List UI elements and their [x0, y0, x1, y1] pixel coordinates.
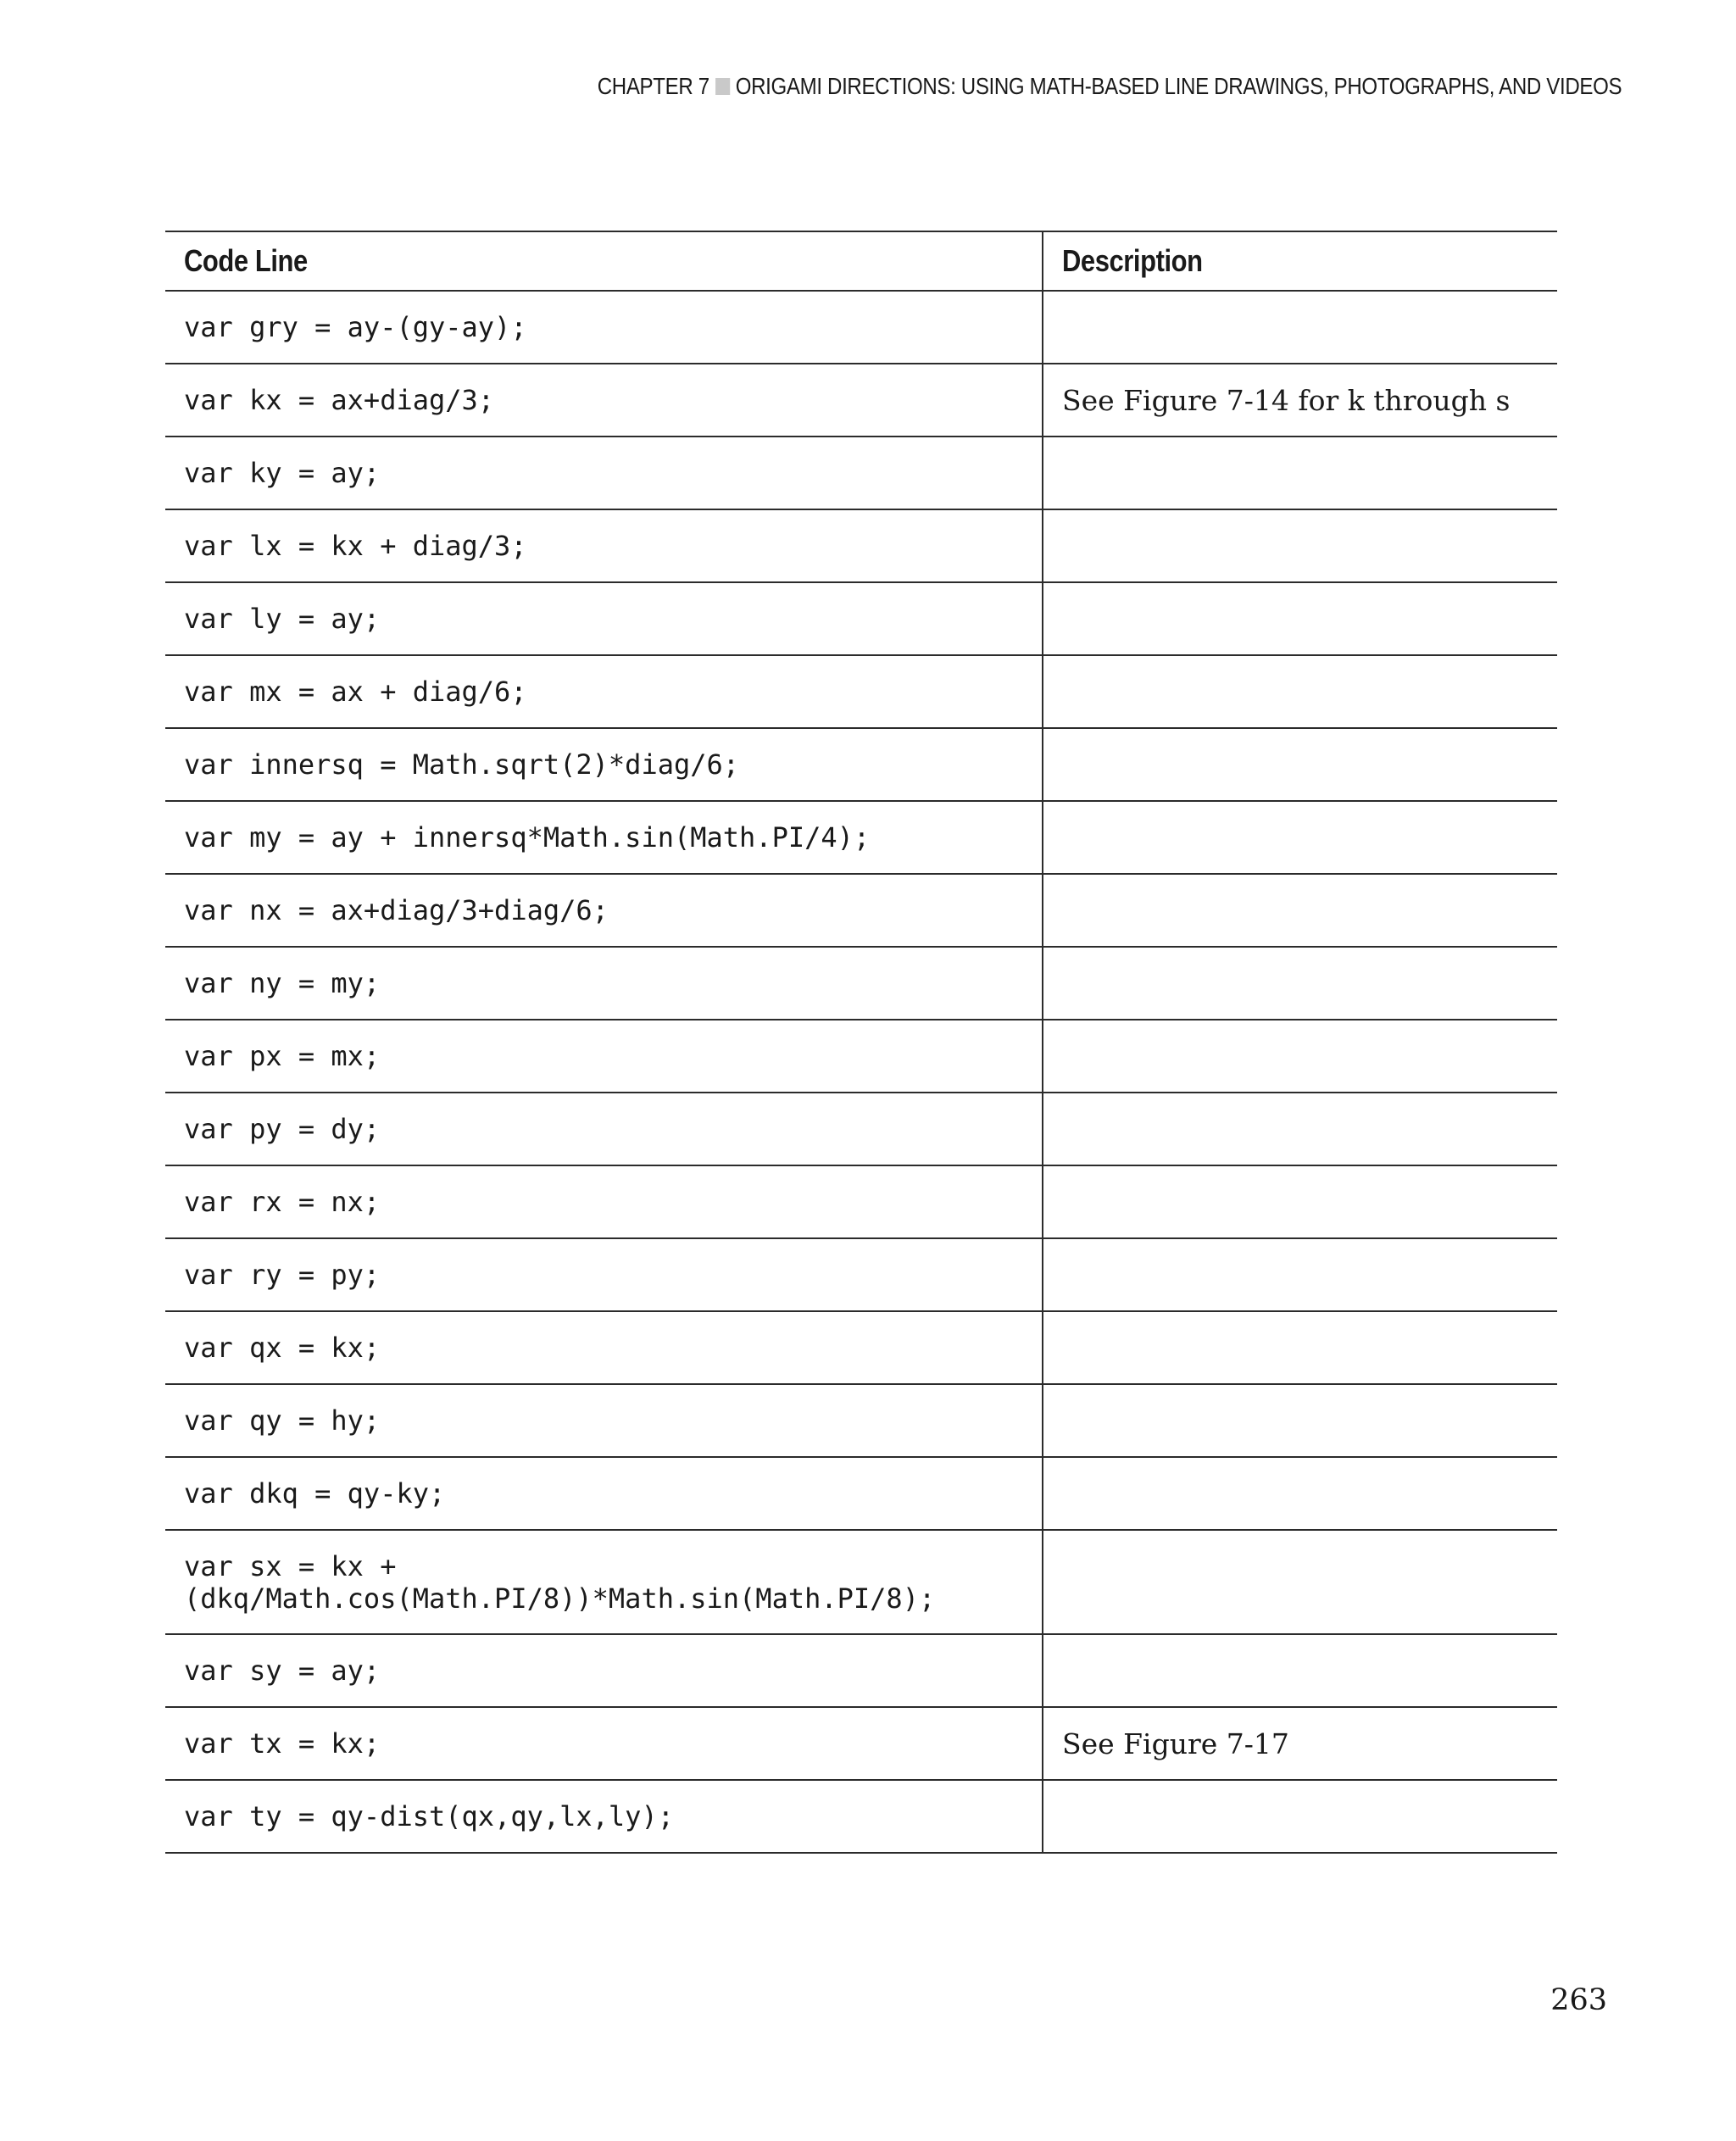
description-cell [1043, 1093, 1557, 1165]
table-row [165, 1311, 1557, 1384]
table-row [165, 1707, 1557, 1780]
code-cell: var ky = ay; [165, 437, 1043, 509]
table-row [165, 874, 1557, 947]
table-row [165, 728, 1557, 801]
code-cell: var dkq = qy-ky; [165, 1457, 1043, 1530]
chapter-label: CHAPTER 7 [597, 73, 709, 99]
table-row [165, 1780, 1557, 1853]
column-header-code: Code Line [165, 231, 1043, 291]
code-cell: var px = mx; [165, 1020, 1043, 1093]
description-cell [1043, 582, 1557, 655]
description-cell [1043, 509, 1557, 582]
table-row [165, 1384, 1557, 1457]
table-row [165, 1020, 1557, 1093]
chapter-title: ORIGAMI DIRECTIONS: USING MATH-BASED LINE DRAWINGS, PHOTOGRAPHS, AND VIDEOS [735, 73, 1622, 99]
description-cell [1043, 1238, 1557, 1311]
code-table [165, 231, 1557, 1854]
table-row [165, 1238, 1557, 1311]
code-cell: var my = ay + innersq*Math.sin(Math.PI/4); [165, 801, 1043, 874]
description-cell [1043, 291, 1557, 364]
code-cell: var lx = kx + diag/3; [165, 509, 1043, 582]
code-cell: var ry = py; [165, 1238, 1043, 1311]
code-cell: var gry = ay-(gy-ay); [165, 291, 1043, 364]
description-cell [1043, 437, 1557, 509]
description-cell [1043, 1311, 1557, 1384]
description-cell [1043, 728, 1557, 801]
table-row [165, 1165, 1557, 1238]
table-row [165, 437, 1557, 509]
code-cell: var nx = ax+diag/3+diag/6; [165, 874, 1043, 947]
code-cell: var mx = ax + diag/6; [165, 655, 1043, 728]
description-cell [1043, 655, 1557, 728]
description-cell [1043, 1780, 1557, 1853]
description-cell [1043, 801, 1557, 874]
table-row [165, 291, 1557, 364]
table-row [165, 509, 1557, 582]
code-cell: var ty = qy-dist(qx,qy,lx,ly); [165, 1780, 1043, 1853]
description-cell [1043, 1530, 1557, 1634]
code-cell: var rx = nx; [165, 1165, 1043, 1238]
table-row [165, 1634, 1557, 1707]
running-head [598, 73, 1622, 100]
description-cell [1043, 874, 1557, 947]
table-row [165, 1530, 1557, 1634]
code-cell: var qx = kx; [165, 1311, 1043, 1384]
description-cell [1043, 1165, 1557, 1238]
description-cell [1043, 947, 1557, 1020]
code-cell: var sx = kx + (dkq/Math.cos(Math.PI/8))*Math.sin(Math.PI/8); [165, 1530, 1043, 1634]
table-row [165, 655, 1557, 728]
description-cell: See Figure 7-14 for k through s [1043, 364, 1557, 437]
table-row [165, 1093, 1557, 1165]
code-cell: var innersq = Math.sqrt(2)*diag/6; [165, 728, 1043, 801]
separator-square-icon [715, 78, 729, 95]
table-row [165, 1457, 1557, 1530]
description-cell [1043, 1020, 1557, 1093]
code-cell: var ny = my; [165, 947, 1043, 1020]
code-cell: var kx = ax+diag/3; [165, 364, 1043, 437]
table-row [165, 801, 1557, 874]
code-cell: var tx = kx; [165, 1707, 1043, 1780]
description-cell: See Figure 7-17 [1043, 1707, 1557, 1780]
table-row [165, 947, 1557, 1020]
table-row [165, 364, 1557, 437]
code-cell: var ly = ay; [165, 582, 1043, 655]
description-cell [1043, 1457, 1557, 1530]
table-header-row [165, 231, 1557, 291]
description-cell [1043, 1634, 1557, 1707]
description-cell [1043, 1384, 1557, 1457]
code-cell: var sy = ay; [165, 1634, 1043, 1707]
code-cell: var qy = hy; [165, 1384, 1043, 1457]
code-cell: var py = dy; [165, 1093, 1043, 1165]
column-header-description: Description [1043, 231, 1557, 291]
table-row [165, 582, 1557, 655]
page-number: 263 [1550, 1983, 1607, 2017]
